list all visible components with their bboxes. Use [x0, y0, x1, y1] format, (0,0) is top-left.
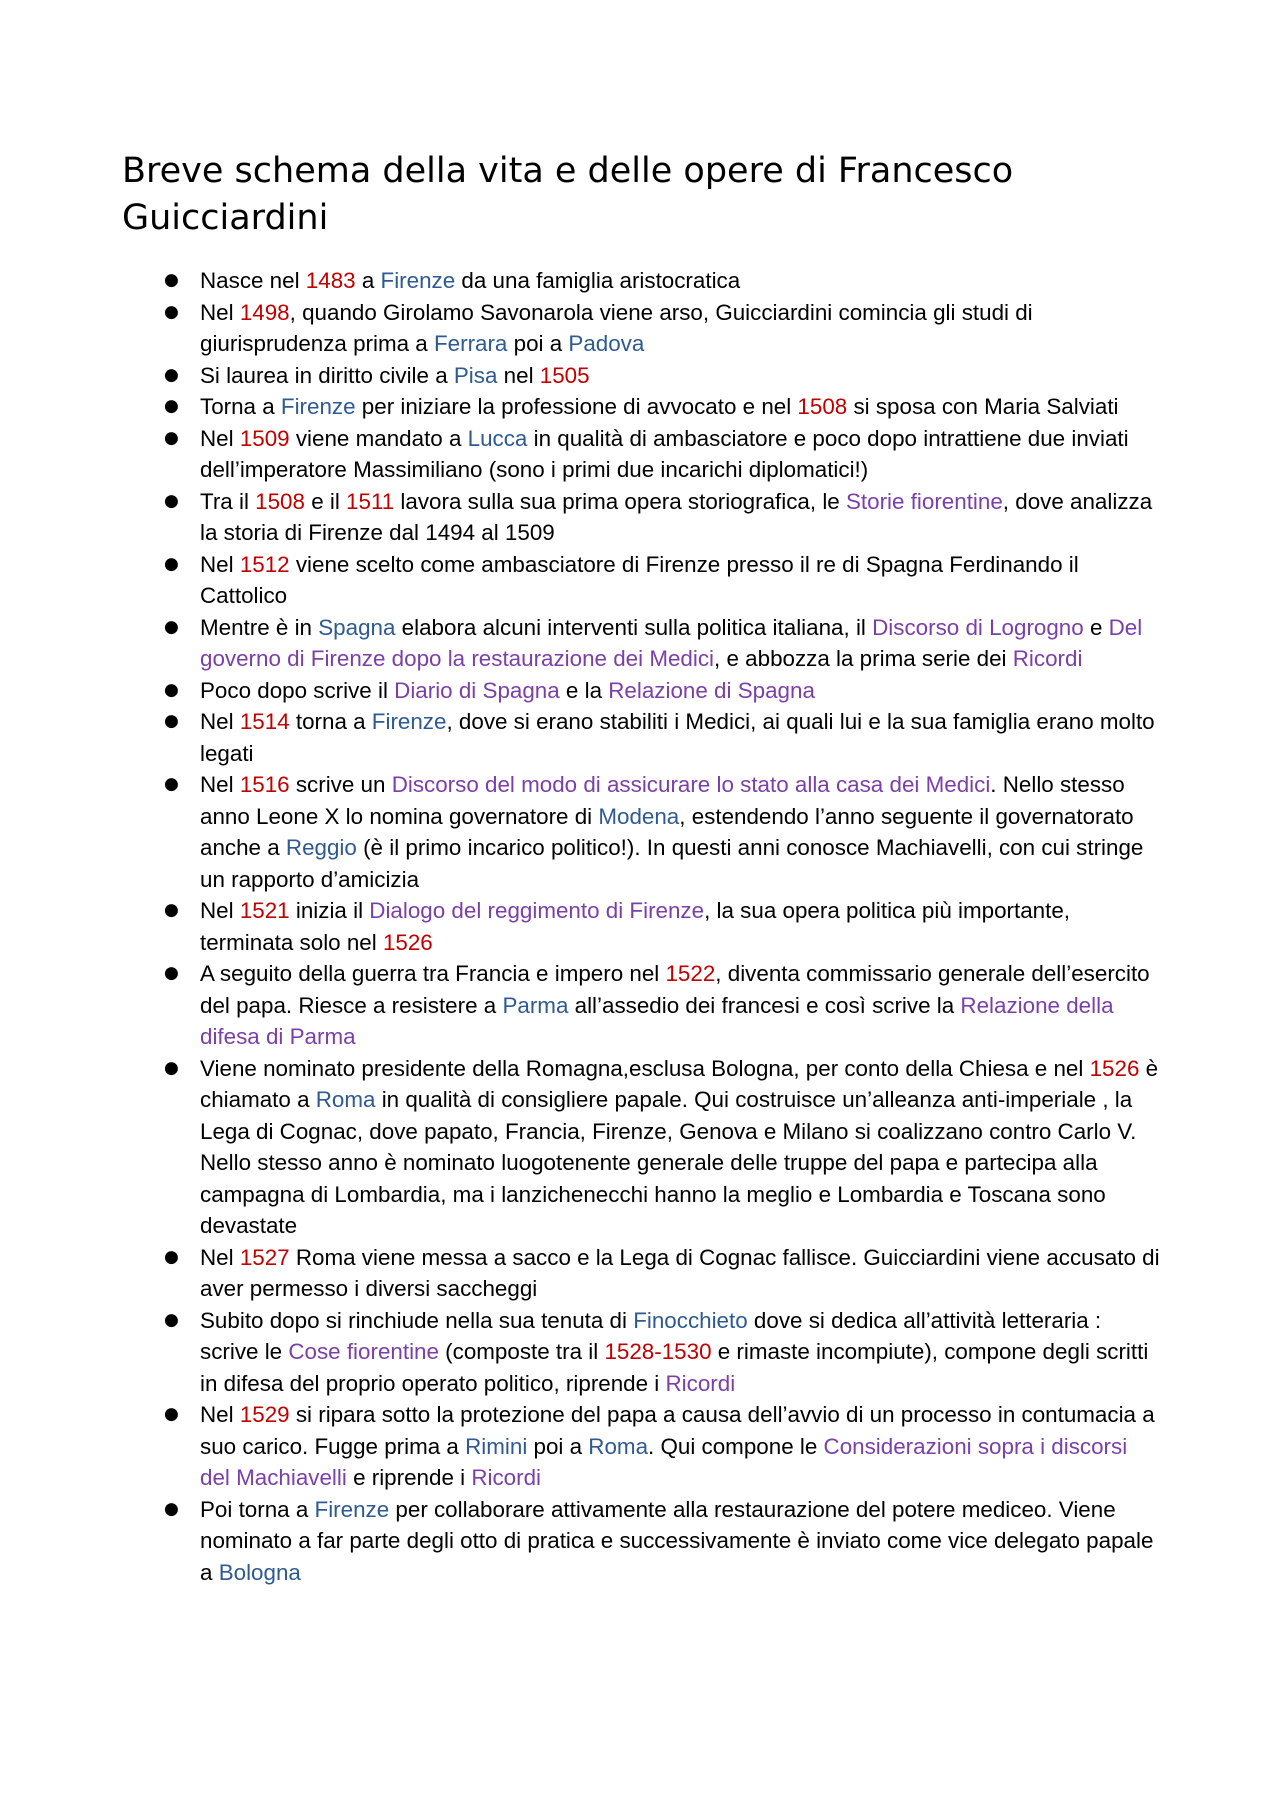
body-text: Nel — [200, 299, 240, 325]
year-text: 1498 — [239, 299, 290, 325]
work-title-text: Storie fiorentine — [845, 488, 1003, 514]
body-text: , estendendo l’anno seguente il governatorato anche a — [200, 803, 1134, 860]
list-item — [164, 1305, 1160, 1400]
work-title-text: Discorso del modo di assicurare lo stato alla casa dei Medici — [391, 772, 991, 797]
body-text: Nel — [200, 551, 240, 577]
bullet-dot-icon: ● — [164, 427, 179, 448]
list-item — [164, 612, 1160, 675]
work-title-text: Cose fiorentine — [288, 1339, 439, 1364]
list-item — [164, 895, 1160, 958]
place-text: Spagna — [318, 614, 396, 640]
bullet-dot-icon: ● — [164, 1246, 179, 1267]
body-text: (composte tra il — [438, 1339, 605, 1364]
bullet-dot-icon: ● — [164, 1404, 179, 1424]
body-text: Nel — [200, 1244, 240, 1270]
body-text: poi a — [527, 1433, 589, 1459]
body-text: Subito dopo si rinchiude nella sua tenuta di — [200, 1307, 634, 1333]
body-text: Mentre è in — [200, 614, 319, 640]
body-text: . Qui compone le — [648, 1433, 824, 1459]
place-text: Roma — [315, 1087, 376, 1112]
body-text: e rimaste incompiute), compone degli scritti in difesa del proprio operato politico, riprende i — [200, 1339, 1149, 1396]
body-text: Viene nominato presidente della Romagna,esclusa Bologna, per conto della Chiesa e nel — [200, 1055, 1090, 1081]
bullet-dot-icon: ● — [164, 711, 179, 731]
bullet-dot-icon: ● — [164, 301, 179, 322]
body-text: si sposa con Maria Salviati — [847, 394, 1119, 419]
list-item — [164, 1053, 1160, 1242]
body-text: Nasce nel — [200, 268, 306, 293]
work-title-text: Diario di Spagna — [394, 677, 560, 703]
work-title-text: Discorso di Logrogno — [872, 614, 1084, 640]
place-text: Firenze — [371, 709, 447, 734]
body-text: Nel — [200, 425, 240, 451]
body-text: poi a — [507, 331, 569, 356]
work-title-text: Ricordi — [1012, 646, 1083, 671]
body-text: da una famiglia aristocratica — [455, 268, 741, 293]
body-text: (è il primo incarico politico!). In questi anni conosce Machiavelli, con cui stringe un rapporto d’amicizia — [200, 835, 1144, 892]
body-text: viene scelto come ambasciatore di Firenze presso il re di Spagna Ferdinando il Cattolico — [200, 551, 1079, 608]
list-item — [164, 1494, 1160, 1589]
place-text: Padova — [568, 331, 645, 356]
place-text: Roma — [588, 1433, 649, 1459]
work-title-text: Dialogo del reggimento di Firenze — [369, 898, 705, 923]
body-text: , quando Girolamo Savonarola viene arso, Guicciardini comincia gli studi di giurisprudenza prima a — [200, 299, 1033, 356]
year-text: 1516 — [239, 772, 290, 797]
list-item — [164, 265, 1160, 297]
work-title-text: Considerazioni sopra i discorsi del Machiavelli — [200, 1433, 1128, 1490]
biography-list — [164, 265, 1160, 1588]
body-text: Torna a — [200, 394, 281, 419]
body-text: , diventa commissario generale dell’esercito del papa. Riesce a resistere a — [200, 961, 1150, 1018]
bullet-dot-icon: ● — [164, 490, 179, 511]
list-item — [164, 706, 1160, 769]
body-text: dove si dedica all’attività letteraria : scrive le — [200, 1307, 1102, 1364]
body-text: , dove analizza la storia di Firenze dal 1494 al 1509 — [200, 488, 1153, 545]
year-text: 1505 — [539, 362, 590, 388]
body-text: e il — [304, 488, 347, 514]
place-text: Firenze — [380, 268, 456, 293]
list-item — [164, 423, 1160, 486]
bullet-dot-icon: ● — [164, 1498, 179, 1519]
work-title-text: Ricordi — [471, 1465, 542, 1490]
place-text: Firenze — [314, 1496, 390, 1522]
body-text: in qualità di ambasciatore e poco dopo intrattiene due inviati dell’imperatore Massimiliano (sono i primi due incarichi diplomatici!) — [200, 425, 1129, 482]
place-text: Ferrara — [433, 331, 508, 356]
body-text: è chiamato a — [200, 1055, 1159, 1112]
body-text: Poco dopo scrive il — [200, 677, 395, 703]
year-text: 1512 — [239, 551, 290, 577]
bullet-dot-icon: ● — [164, 616, 179, 637]
list-item — [164, 958, 1160, 1053]
work-title-text: Relazione di Spagna — [608, 677, 815, 703]
body-text: per collaborare attivamente alla restaurazione del potere mediceo. Viene nominato a far parte degli otto di pratica e successivamente è inviato come vice delegato papale a — [200, 1496, 1154, 1585]
list-item — [164, 360, 1160, 392]
place-text: Modena — [598, 803, 680, 829]
body-text: e la — [559, 677, 609, 703]
year-text: 1526 — [1089, 1055, 1140, 1081]
body-text: Nel — [200, 772, 240, 797]
bullet-dot-icon: ● — [164, 1309, 179, 1330]
body-text: , dove si erano stabiliti i Medici, ai quali lui e la sua famiglia erano molto legati — [200, 709, 1155, 766]
body-text: e riprende i — [346, 1465, 472, 1490]
body-text: all’assedio dei francesi e così scrive la — [568, 992, 961, 1018]
body-text: Tra il — [200, 488, 256, 514]
year-text: 1529 — [239, 1402, 290, 1427]
year-text: 1526 — [382, 929, 433, 955]
body-text: torna a — [289, 709, 372, 734]
year-text: 1527 — [239, 1244, 290, 1270]
year-text: 1508 — [255, 488, 305, 514]
bullet-dot-icon: ● — [164, 396, 179, 416]
bullet-dot-icon: ● — [164, 774, 179, 794]
body-text: elabora alcuni interventi sulla politica italiana, il — [395, 614, 873, 640]
body-text: in qualità di consigliere papale. Qui costruisce un’alleanza anti-imperiale , la Lega di Cognac, dove papato, Francia, Firenze, Genova e Milano si coalizzano contro Carlo V. Nello stesso anno è nominato luogotenente generale delle truppe del papa e partecipa alla campagna di Lombardia, ma i lanzichenecchi hanno la meglio e Lombardia e Toscana sono devastate — [200, 1087, 1137, 1238]
year-text: 1509 — [239, 425, 290, 451]
body-text: scrive un — [289, 772, 392, 797]
year-text: 1511 — [346, 488, 395, 514]
year-text: 1522 — [665, 961, 716, 986]
body-text: si ripara sotto la protezione del papa a causa dell’avvio di un processo in contumacia a suo carico. Fugge prima a — [200, 1402, 1155, 1459]
page-title: Breve schema della vita e delle opere di Francesco Guicciardini — [122, 151, 1014, 238]
body-text: , e abbozza la prima serie dei — [714, 646, 1013, 671]
body-text: Poi torna a — [200, 1496, 315, 1522]
bullet-dot-icon: ● — [164, 364, 179, 385]
list-item — [164, 486, 1160, 549]
body-text: lavora sulla sua prima opera storiografica, le — [394, 488, 846, 514]
body-text: a — [355, 268, 381, 293]
body-text: viene mandato a — [289, 425, 468, 451]
place-text: Finocchieto — [633, 1307, 748, 1333]
work-title-text: Relazione della difesa di Parma — [200, 992, 1114, 1049]
body-text: Roma viene messa a sacco e la Lega di Cognac fallisce. Guicciardini viene accusato di aver permesso i diversi saccheggi — [200, 1244, 1160, 1301]
work-title-text: Ricordi — [665, 1370, 736, 1396]
place-text: Firenze — [280, 394, 356, 419]
body-text: A seguito della guerra tra Francia e impero nel — [200, 961, 666, 986]
body-text: Si laurea in diritto civile a — [200, 362, 454, 388]
list-item — [164, 1242, 1160, 1305]
body-text: nel — [497, 362, 540, 388]
body-text: Nel — [200, 1402, 240, 1427]
place-text: Bologna — [218, 1559, 301, 1585]
bullet-dot-icon: ● — [164, 963, 179, 983]
year-text: 1521 — [239, 898, 290, 923]
place-text: Pisa — [453, 362, 498, 388]
list-item — [164, 297, 1160, 360]
body-text: e — [1083, 614, 1109, 640]
place-text: Rimini — [465, 1433, 528, 1459]
body-text: Nel — [200, 709, 240, 734]
body-text: inizia il — [289, 898, 370, 923]
bullet-dot-icon: ● — [164, 270, 179, 290]
bullet-dot-icon: ● — [164, 553, 179, 574]
bullet-dot-icon: ● — [164, 1057, 179, 1078]
year-text: 1483 — [305, 268, 356, 293]
list-item — [164, 769, 1160, 895]
year-text: 1528-1530 — [604, 1339, 712, 1364]
year-text: 1508 — [797, 394, 848, 419]
place-text: Lucca — [467, 425, 528, 451]
body-text: Nel — [200, 898, 240, 923]
list-item — [164, 391, 1160, 423]
place-text: Reggio — [285, 835, 357, 860]
body-text: . Nello stesso anno Leone X lo nomina governatore di — [200, 772, 1125, 829]
bullet-dot-icon: ● — [164, 900, 179, 920]
work-title-text: Del governo di Firenze dopo la restaurazione dei Medici — [200, 614, 1143, 671]
year-text: 1514 — [239, 709, 290, 734]
list-item — [164, 675, 1160, 707]
place-text: Parma — [502, 992, 569, 1018]
list-item — [164, 549, 1160, 612]
list-item — [164, 1399, 1160, 1494]
body-text: , la sua opera politica più importante, terminata solo nel — [200, 898, 1071, 955]
body-text: per iniziare la professione di avvocato e nel — [355, 394, 798, 419]
bullet-dot-icon: ● — [164, 679, 179, 700]
